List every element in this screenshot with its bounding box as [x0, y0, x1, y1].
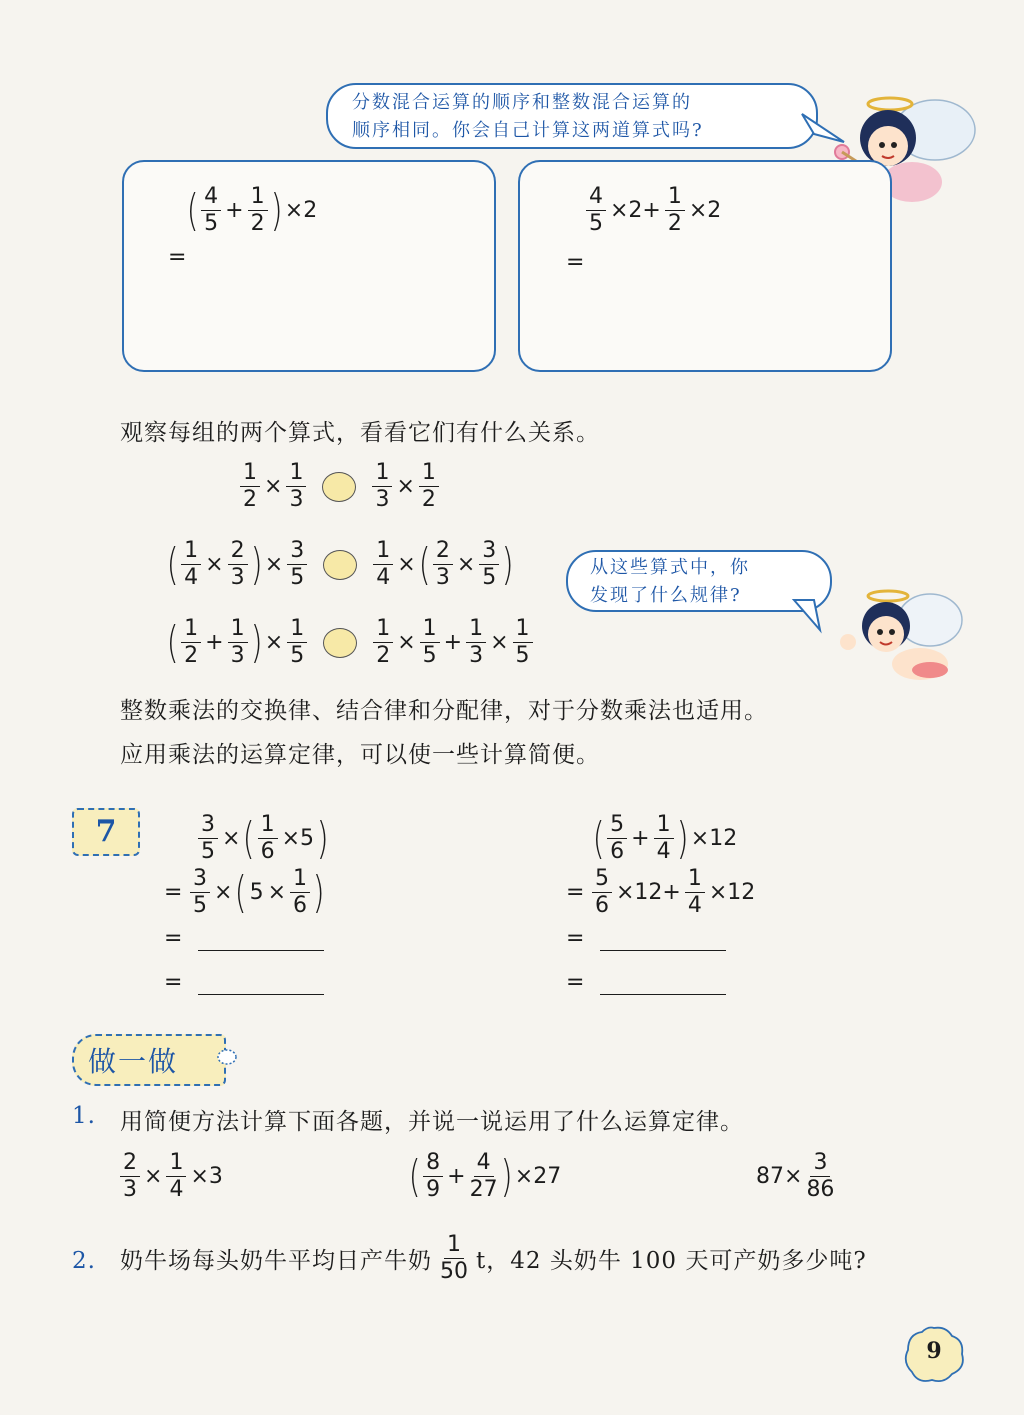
fraction: $\frac{3}{5}$ [287, 540, 307, 589]
question-2-text-b: t，42 头奶牛 100 天可产奶多少吨? [476, 1248, 867, 1274]
bubble-top-line1: 分数混合运算的顺序和整数混合运算的 [352, 92, 692, 113]
fraction: $\frac{1}{5}$ [420, 618, 440, 667]
fraction: $\frac{4}{27}$ [469, 1150, 498, 1202]
fraction: $\frac{2}{3}$ [120, 1152, 140, 1201]
bubble-tail-middle [790, 598, 830, 638]
example-left-line2: = $\frac{3}{5}$ × ( 5 × $\frac{1}{6}$ ) [164, 866, 325, 918]
fraction: $\frac{5}{6}$ [592, 868, 612, 917]
example-right-blank1: = [566, 926, 726, 951]
fraction: $\frac{4}{5}$ [201, 186, 221, 235]
bubble-middle-line2: 发现了什么规律? [590, 585, 742, 606]
compare-circle-3[interactable] [323, 628, 357, 658]
compare-row-3: ( $\frac{1}{2}$ + $\frac{1}{3}$ ) × $\frac{1}{5}$ $\frac{1}{2}$ × $\frac{1}{5}$ + $\frac{1}{3}$ × $\frac{1}{5}$ [166, 618, 535, 667]
practice-title: 做一做 [88, 1045, 179, 1078]
example-number: 7 [95, 814, 117, 849]
fraction: $\frac{1}{2}$ [373, 618, 393, 667]
q1-expression-b: ( $\frac{8}{9}$ + $\frac{4}{27}$ ) ×27 [408, 1150, 562, 1202]
practice-tag-hole-icon [214, 1046, 240, 1068]
fraction: $\frac{1}{2}$ [419, 462, 439, 511]
fraction: $\frac{1}{6}$ [290, 868, 310, 917]
example-right-line2: = $\frac{5}{6}$ ×12+ $\frac{1}{4}$ ×12 [566, 866, 756, 918]
fraction: $\frac{5}{6}$ [607, 814, 627, 863]
compare-circle-1[interactable] [322, 472, 356, 502]
bubble-top-line2: 顺序相同。你会自己计算这两道算式吗? [352, 120, 704, 141]
fraction: $\frac{4}{5}$ [586, 186, 606, 235]
fraction: $\frac{3}{86}$ [806, 1150, 835, 1202]
compare-circle-2[interactable] [323, 550, 357, 580]
fraction: $\frac{3}{5}$ [198, 814, 218, 863]
fraction: $\frac{1}{4}$ [654, 814, 674, 863]
fraction: $\frac{1}{3}$ [372, 462, 392, 511]
fraction: $\frac{1}{2}$ [665, 186, 685, 235]
fraction: $\frac{1}{2}$ [248, 186, 268, 235]
example-right-line1: ( $\frac{5}{6}$ + $\frac{1}{4}$ ) ×12 [592, 812, 738, 864]
observe-instruction: 观察每组的两个算式，看看它们有什么关系。 [120, 420, 600, 446]
fraction: $\frac{1}{2}$ [240, 462, 260, 511]
answer-blank[interactable] [600, 970, 726, 995]
box-right-expression: $\frac{4}{5}$ ×2+ $\frac{1}{2}$ ×2 [584, 186, 723, 235]
practice-tag [72, 1034, 226, 1086]
fraction: $\frac{1}{50}$ [440, 1232, 468, 1284]
fraction: $\frac{1}{4}$ [685, 868, 705, 917]
angel-boy-illustration [830, 580, 970, 690]
page-number: 9 [926, 1338, 942, 1364]
fraction: $\frac{1}{4}$ [181, 540, 201, 589]
fraction: $\frac{1}{3}$ [228, 618, 248, 667]
box-left-equals: = [168, 245, 187, 270]
question-2-number: 2. [72, 1248, 96, 1274]
speech-bubble-top [326, 83, 818, 149]
fraction: $\frac{1}{3}$ [466, 618, 486, 667]
fraction: $\frac{8}{9}$ [423, 1152, 443, 1201]
q1-expression-a: $\frac{2}{3}$ × $\frac{1}{4}$ ×3 [118, 1152, 225, 1201]
fraction: $\frac{3}{5}$ [190, 868, 210, 917]
question-2-text-a: 奶牛场每头奶牛平均日产牛奶 [120, 1248, 432, 1274]
fraction: $\frac{1}{5}$ [287, 618, 307, 667]
laws-application: 应用乘法的运算定律，可以使一些计算简便。 [120, 742, 600, 768]
fraction: $\frac{3}{5}$ [479, 540, 499, 589]
compare-row-2: ( $\frac{1}{4}$ × $\frac{2}{3}$ ) × $\frac{3}{5}$ $\frac{1}{4}$ × ( $\frac{2}{3}$ × $\frac{3}{5}$ ) [166, 538, 514, 590]
bubble-middle-line1: 从这些算式中，你 [590, 557, 750, 578]
compare-row-1: $\frac{1}{2}$ × $\frac{1}{3}$ $\frac{1}{3}$ × $\frac{1}{2}$ [238, 462, 441, 511]
question-1-text: 用简便方法计算下面各题，并说一说运用了什么运算定律。 [120, 1109, 744, 1135]
fraction: $\frac{1}{4}$ [373, 540, 393, 589]
fraction: $\frac{2}{3}$ [433, 540, 453, 589]
box-left-expression: ( $\frac{4}{5}$ + $\frac{1}{2}$ ) ×2 [186, 184, 318, 236]
q1-expression-c: 87× $\frac{3}{86}$ [756, 1150, 835, 1202]
fraction: $\frac{1}{5}$ [513, 618, 533, 667]
example-right-blank2: = [566, 970, 726, 995]
laws-statement: 整数乘法的交换律、结合律和分配律，对于分数乘法也适用。 [120, 698, 768, 724]
fraction: $\frac{1}{3}$ [286, 462, 306, 511]
question-1-number: 1. [72, 1103, 96, 1129]
answer-blank[interactable] [198, 970, 324, 995]
answer-blank[interactable] [198, 926, 324, 951]
fraction: $\frac{1}{4}$ [166, 1152, 186, 1201]
fraction: $\frac{1}{6}$ [258, 814, 278, 863]
example-left-line1: $\frac{3}{5}$ × ( $\frac{1}{6}$ ×5 ) [196, 814, 329, 863]
box-right-equals: = [566, 250, 585, 275]
example-left-blank2: = [164, 970, 324, 995]
question-2-line [120, 1234, 867, 1283]
example-left-blank1: = [164, 926, 324, 951]
example-badge [72, 808, 140, 856]
answer-blank[interactable] [600, 926, 726, 951]
fraction: $\frac{2}{3}$ [228, 540, 248, 589]
fraction: $\frac{1}{2}$ [181, 618, 201, 667]
